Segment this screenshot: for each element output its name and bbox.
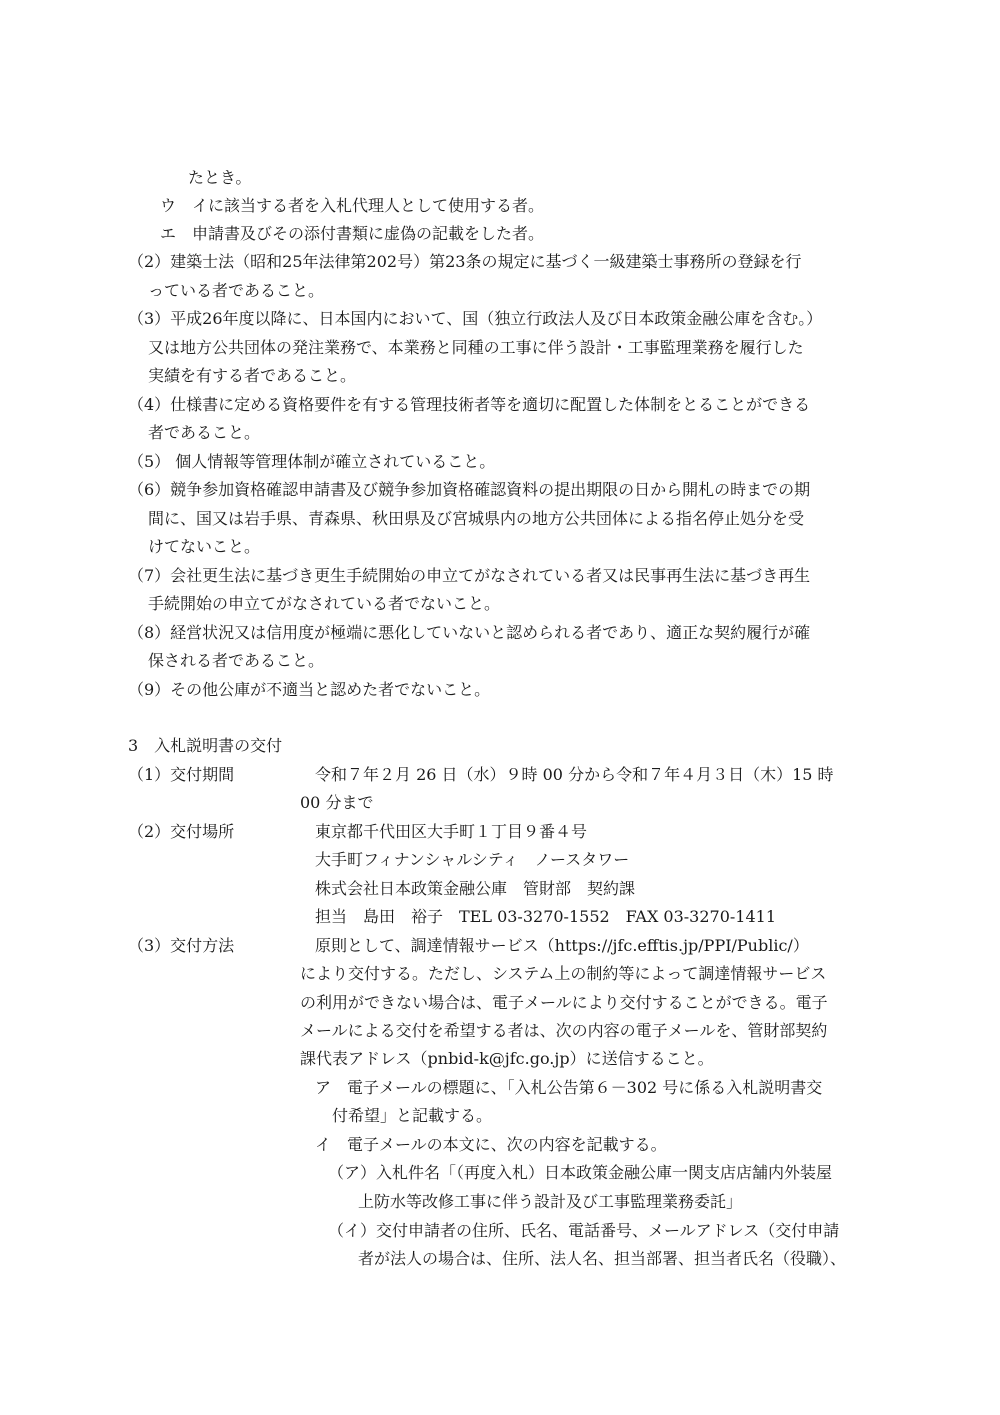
field-label-place: （2）交付場所 <box>128 822 235 841</box>
section-heading: 3 入札説明書の交付 <box>128 736 283 755</box>
item-6-cont: けてないこと。 <box>148 537 261 556</box>
field-value-period-cont: 00 分まで <box>300 793 374 812</box>
field-value-method: 原則として、調達情報サービス（https://jfc.efftis.jp/PPI/Public/） <box>315 936 809 955</box>
item-8-cont: 保される者であること。 <box>148 651 325 670</box>
field-value-period: 令和７年２月 26 日（水）９時 00 分から令和７年４月３日（木）15 時 <box>315 765 834 784</box>
item-6-cont: 間に、国又は岩手県、青森県、秋田県及び宮城県内の地方公共団体による指名停止処分を受 <box>148 509 805 528</box>
list-item-u: ウ イに該当する者を入札代理人として使用する者。 <box>160 196 545 215</box>
sub-sub-item-i: （イ）交付申請者の住所、氏名、電話番号、メールアドレス（交付申請 <box>328 1221 840 1240</box>
item-5: （5） 個人情報等管理体制が確立されていること。 <box>128 452 496 471</box>
field-value-contact: 担当 島田 裕子 TEL 03-3270-1552 FAX 03-3270-1411 <box>315 907 777 926</box>
item-3-cont: 又は地方公共団体の発注業務で、本業務と同種の工事に伴う設計・工事監理業務を履行した <box>148 338 804 357</box>
field-label-period: （1）交付期間 <box>128 765 235 784</box>
field-value-department: 株式会社日本政策金融公庫 管財部 契約課 <box>315 879 636 898</box>
item-4: （4）仕様書に定める資格要件を有する管理技術者等を適切に配置した体制をとることができる <box>128 395 811 414</box>
sub-sub-item-i-cont: 者が法人の場合は、住所、法人名、担当部署、担当者氏名（役職）、 <box>358 1249 847 1268</box>
sub-item-a-cont: 付希望」と記載する。 <box>332 1106 493 1125</box>
field-value-method-cont: により交付する。ただし、システム上の制約等によって調達情報サービス <box>300 964 827 983</box>
item-2-cont: っている者であること。 <box>148 281 325 300</box>
field-value-address: 東京都千代田区大手町１丁目９番４号 <box>315 822 588 841</box>
list-item-e: エ 申請書及びその添付書類に虚偽の記載をした者。 <box>160 224 545 243</box>
item-6: （6）競争参加資格確認申請書及び競争参加資格確認資料の提出期限の日から開札の時までの期 <box>128 480 811 499</box>
field-value-method-cont: メールによる交付を希望する者は、次の内容の電子メールを、管財部契約 <box>300 1021 828 1040</box>
sub-item-i: イ 電子メールの本文に、次の内容を記載する。 <box>315 1135 667 1154</box>
item-3: （3）平成26年度以降に、日本国内において、国（独立行政法人及び日本政策金融公庫を含む。） <box>128 309 823 328</box>
text-line: たとき。 <box>188 168 252 187</box>
sub-sub-item-a-cont: 上防水等改修工事に伴う設計及び工事監理業務委託」 <box>358 1192 743 1211</box>
field-value-method-cont: 課代表アドレス（pnbid-k@jfc.go.jp）に送信すること。 <box>300 1049 714 1068</box>
field-label-method: （3）交付方法 <box>128 936 235 955</box>
item-7: （7）会社更生法に基づき更生手続開始の申立てがなされている者又は民事再生法に基づき再生 <box>128 566 811 585</box>
item-2: （2）建築士法（昭和25年法律第202号）第23条の規定に基づく一級建築士事務所の登録を行 <box>128 252 802 271</box>
sub-item-a: ア 電子メールの標題に、「入札公告第６－302 号に係る入札説明書交 <box>315 1078 823 1097</box>
item-8: （8）経営状況又は信用度が極端に悪化していないと認められる者であり、適正な契約履行が確 <box>128 623 811 642</box>
field-value-method-cont: の利用ができない場合は、電子メールにより交付することができる。電子 <box>300 993 828 1012</box>
sub-sub-item-a: （ア）入札件名「（再度入札）日本政策金融公庫一関支店店舗内外装屋 <box>328 1163 833 1182</box>
item-4-cont: 者であること。 <box>148 423 261 442</box>
item-7-cont: 手続開始の申立てがなされている者でないこと。 <box>148 594 501 613</box>
field-value-building: 大手町フィナンシャルシティ ノースタワー <box>315 850 630 869</box>
item-3-cont: 実績を有する者であること。 <box>148 366 357 385</box>
item-9: （9）その他公庫が不適当と認めた者でないこと。 <box>128 680 491 699</box>
